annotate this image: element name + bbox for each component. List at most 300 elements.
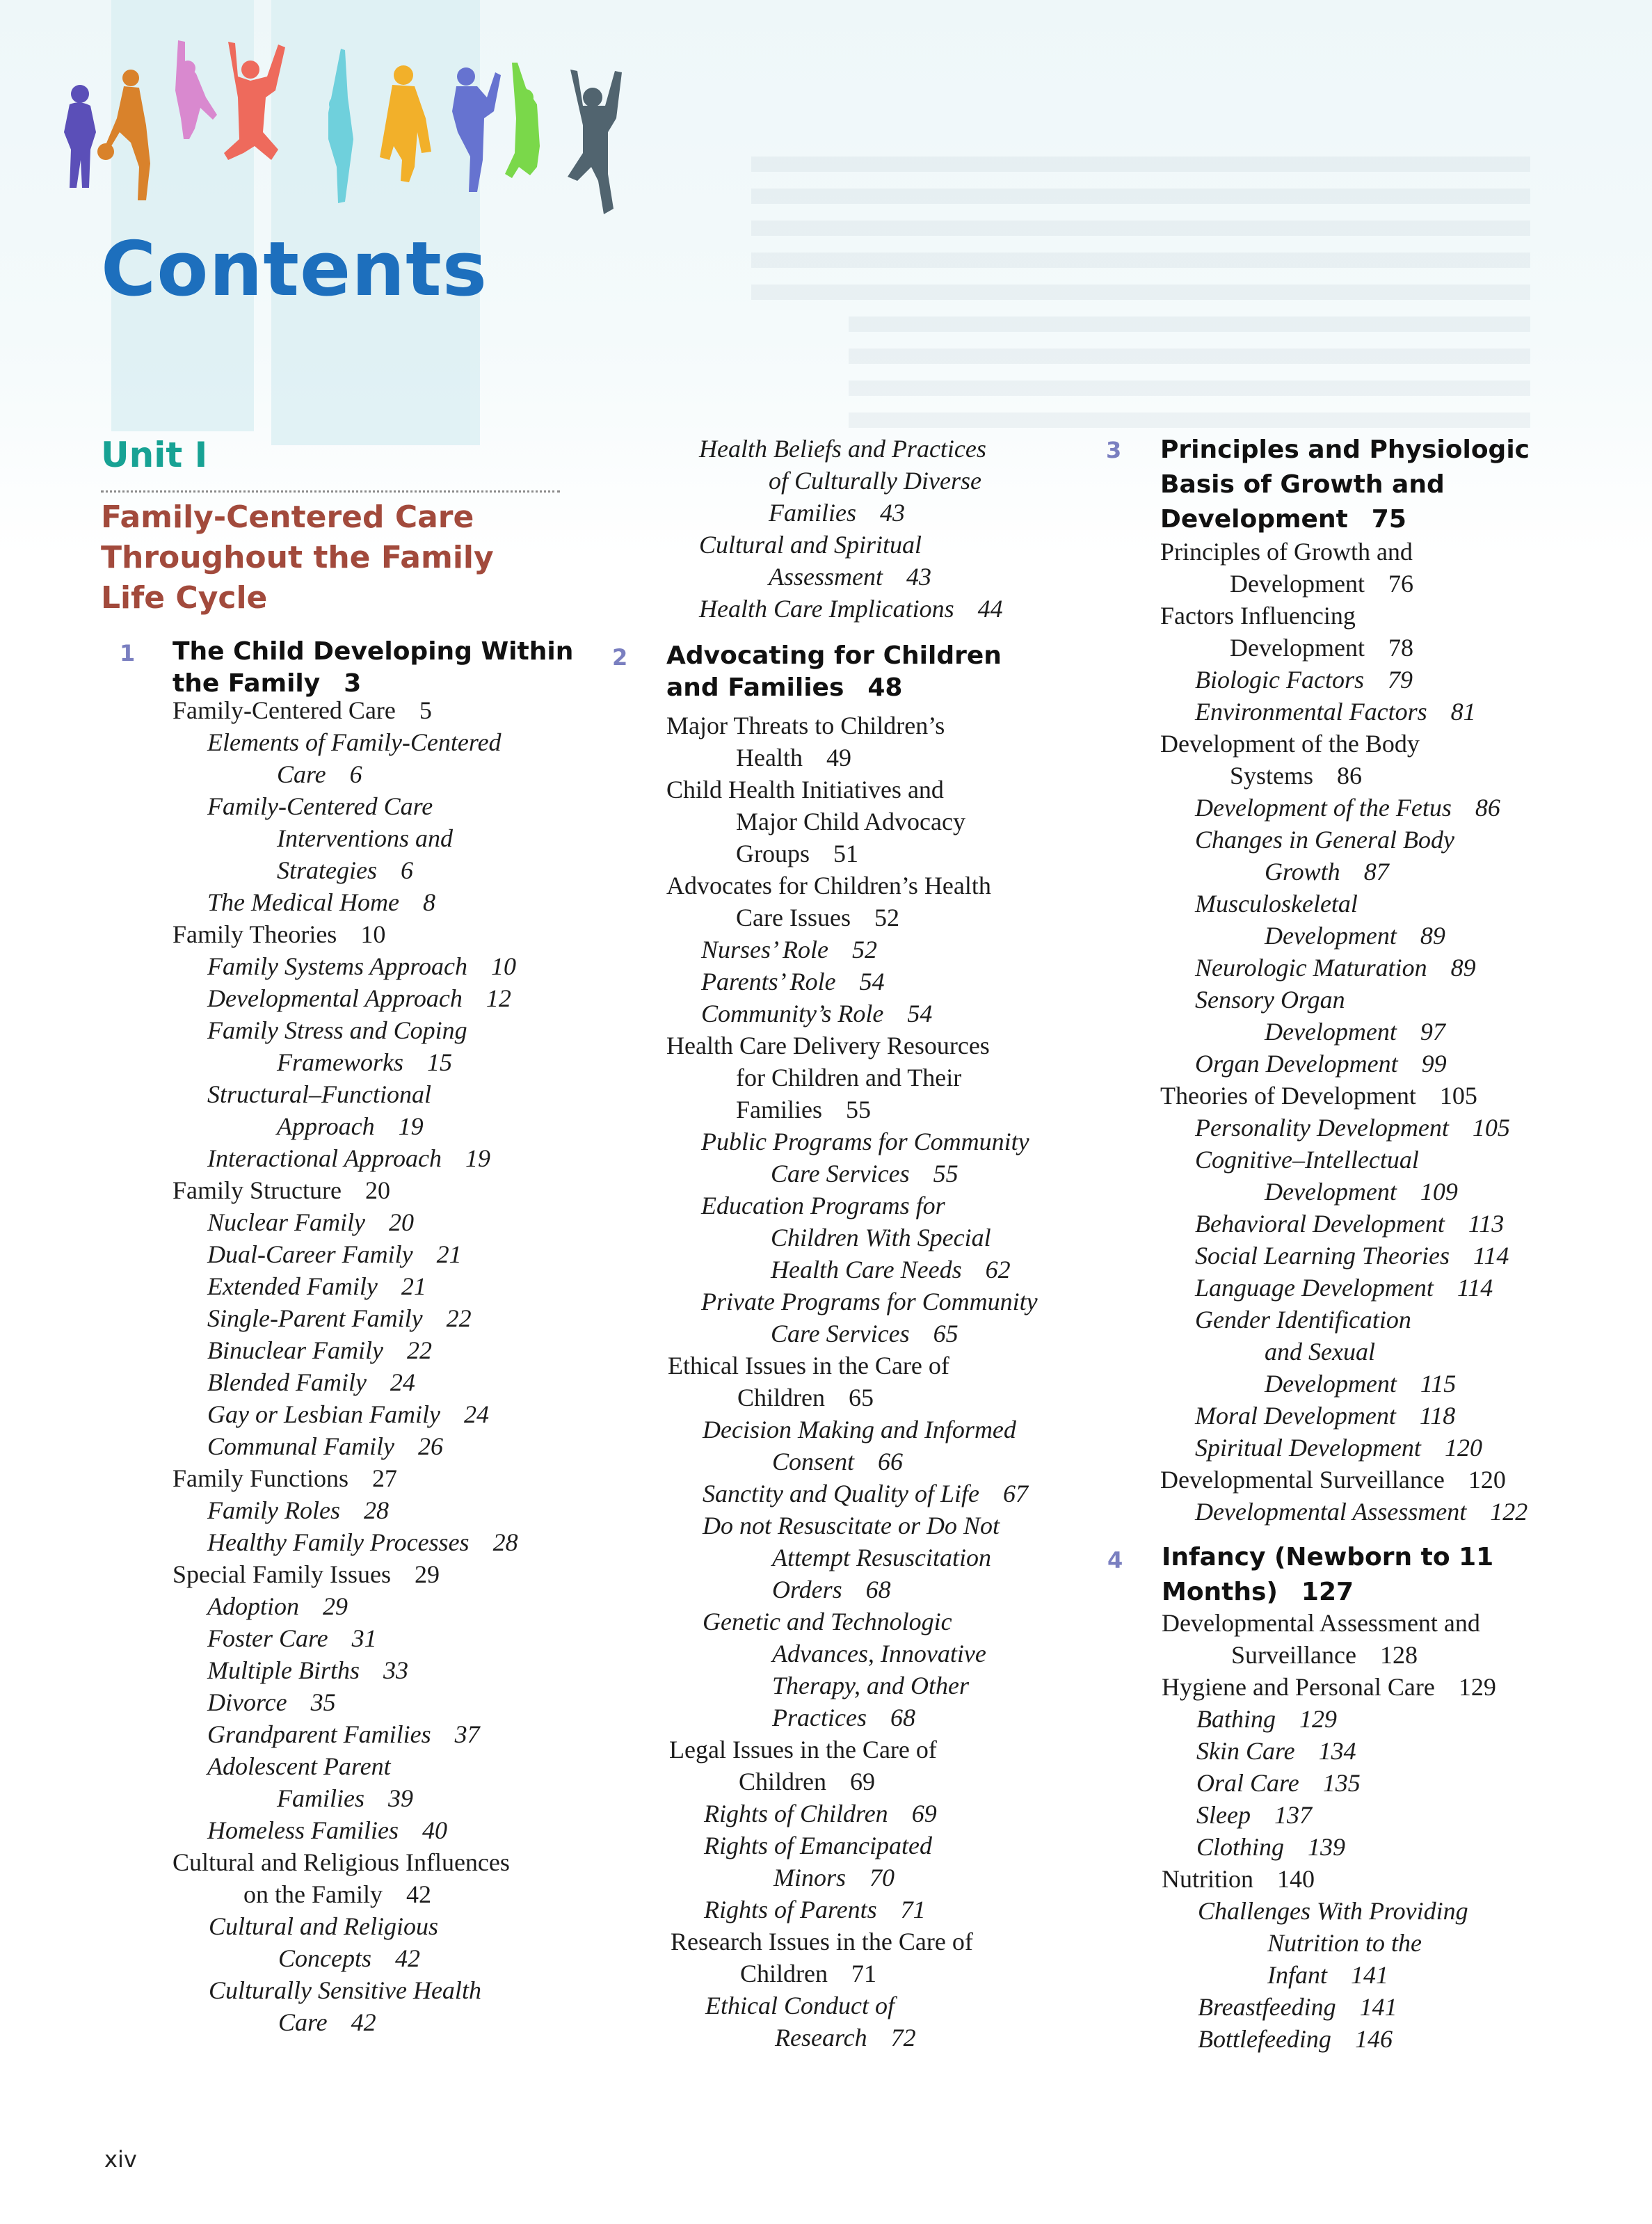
entry-text: Extended Family: [207, 1272, 378, 1300]
toc-subsection-entry[interactable]: [207, 1526, 518, 1558]
toc-subsection-entry[interactable]: [1195, 1432, 1482, 1464]
entry-text: Community’s Role: [701, 1000, 884, 1027]
child-silhouette-slate: [568, 70, 622, 214]
child-silhouette-orange-basketball: [97, 70, 150, 200]
entry-text: Dual-Career Family: [207, 1240, 413, 1268]
entry-page-number: 54: [859, 968, 885, 995]
entry-text: Moral Development: [1195, 1402, 1396, 1430]
entry-text: Cognitive–Intellectual: [1195, 1146, 1419, 1174]
toc-subsection-entry: [207, 726, 502, 758]
toc-section-entry: [736, 1062, 961, 1094]
toc-subsection-entry[interactable]: [207, 1334, 432, 1366]
entry-page-number: 20: [364, 1176, 390, 1204]
entry-page-number: 43: [879, 499, 905, 527]
entry-page-number: 114: [1457, 1274, 1493, 1302]
entry-text: Care Issues: [736, 904, 851, 931]
entry-text: Health Beliefs and Practices: [699, 435, 986, 463]
entry-text: Legal Issues in the Care of: [669, 1736, 937, 1763]
entry-text: Developmental Assessment and: [1162, 1609, 1480, 1637]
toc-subsection-entry: [699, 529, 922, 561]
toc-section-entry: [736, 806, 965, 838]
child-silhouette-red: [224, 42, 285, 160]
chapter-number: 3: [1106, 437, 1122, 463]
toc-subsection-entry[interactable]: [207, 1142, 490, 1174]
toc-section-entry[interactable]: [736, 838, 858, 870]
toc-subsection-entry[interactable]: [1196, 1767, 1361, 1799]
entry-text: Major Child Advocacy: [736, 808, 965, 835]
entry-page-number: 40: [422, 1816, 447, 1844]
toc-section-entry[interactable]: [1160, 1464, 1506, 1496]
toc-subsection-entry: [1198, 1895, 1468, 1927]
entry-text: Behavioral Development: [1195, 1210, 1445, 1238]
entry-text: Developmental Surveillance: [1160, 1466, 1445, 1494]
toc-subsection-entry[interactable]: [207, 1398, 489, 1430]
toc-section-entry[interactable]: [1230, 568, 1413, 600]
entry-page-number: 71: [851, 1960, 876, 1987]
entry-page-number: 22: [446, 1304, 472, 1332]
toc-subsection-entry[interactable]: [207, 1366, 415, 1398]
toc-subsection-entry[interactable]: [1265, 1368, 1456, 1400]
toc-section-entry[interactable]: [736, 742, 851, 774]
entry-text: Child Health Initiatives and: [666, 776, 944, 803]
toc-subsection-entry[interactable]: [277, 1782, 413, 1814]
toc-subsection-entry: [1195, 824, 1454, 856]
entry-page-number: 10: [490, 952, 516, 980]
toc-subsection-entry[interactable]: [1195, 1112, 1510, 1144]
toc-subsection-entry[interactable]: [207, 982, 511, 1014]
toc-subsection-entry[interactable]: [277, 758, 362, 790]
unit-label: Unit I: [101, 435, 208, 475]
toc-subsection-entry[interactable]: [771, 1158, 959, 1190]
entry-text: Children: [737, 1384, 825, 1411]
toc-subsection-entry: [701, 1126, 1029, 1158]
toc-section-entry[interactable]: [736, 902, 899, 934]
entry-page-number: 12: [486, 984, 511, 1012]
chapter-title-last-line: [1162, 1575, 1493, 1610]
toc-subsection-entry: [772, 1542, 991, 1574]
entry-text: Education Programs for: [701, 1192, 945, 1219]
entry-text: Special Family Issues: [173, 1560, 391, 1588]
toc-subsection-entry[interactable]: [1195, 696, 1476, 728]
entry-page-number: 78: [1388, 634, 1413, 662]
entry-page-number: 51: [833, 840, 858, 867]
toc-subsection-entry[interactable]: [772, 1574, 891, 1606]
toc-subsection-entry[interactable]: [277, 1110, 424, 1142]
chapter-page-number: 3: [344, 669, 362, 698]
entry-text: Family Stress and Coping: [207, 1016, 467, 1044]
toc-subsection-entry[interactable]: [207, 1814, 447, 1846]
entry-text: Cultural and Spiritual: [699, 531, 922, 559]
entry-text: Family Systems Approach: [207, 952, 467, 980]
entry-page-number: 141: [1359, 1993, 1397, 2021]
entry-text: Research: [775, 2024, 867, 2051]
toc-subsection-entry: [207, 1750, 391, 1782]
toc-subsection-entry[interactable]: [207, 1206, 414, 1238]
toc-subsection-entry[interactable]: [769, 497, 905, 529]
entry-page-number: 35: [310, 1688, 336, 1716]
unit-divider: [101, 490, 560, 493]
toc-subsection-entry[interactable]: [207, 1622, 377, 1654]
toc-subsection-entry[interactable]: [207, 1302, 472, 1334]
entry-text: for Children and Their: [736, 1064, 962, 1091]
entry-page-number: 44: [977, 595, 1003, 623]
toc-subsection-entry[interactable]: [1198, 1991, 1397, 2023]
toc-subsection-entry[interactable]: [701, 998, 932, 1030]
toc-section-entry[interactable]: [1230, 632, 1413, 664]
entry-page-number: 42: [394, 1944, 420, 1972]
toc-subsection-entry[interactable]: [699, 593, 1003, 625]
entry-text: Foster Care: [207, 1624, 328, 1652]
entry-page-number: 54: [907, 1000, 933, 1027]
child-silhouette-blue: [452, 67, 501, 192]
chapter-title-line: Advocating for Children: [666, 641, 1002, 670]
toc-subsection-entry[interactable]: [278, 2006, 376, 2038]
toc-section-entry[interactable]: [173, 694, 432, 726]
toc-subsection-entry[interactable]: [772, 1446, 903, 1478]
chapter-title-last-line: [1160, 502, 1530, 537]
entry-page-number: 29: [414, 1560, 440, 1588]
entry-text: Children: [740, 1960, 828, 1987]
toc-subsection-entry[interactable]: [207, 1270, 426, 1302]
entry-text: and Sexual: [1265, 1338, 1375, 1366]
toc-subsection-entry[interactable]: [207, 1590, 348, 1622]
entry-page-number: 139: [1308, 1833, 1346, 1861]
entry-page-number: 39: [387, 1784, 413, 1812]
entry-page-number: 128: [1379, 1641, 1418, 1669]
entry-text: Genetic and Technologic: [703, 1608, 952, 1635]
entry-text: Homeless Families: [207, 1816, 399, 1844]
entry-text: Organ Development: [1195, 1050, 1398, 1078]
entry-text: Advances, Innovative: [772, 1640, 986, 1667]
entry-text: Advocates for Children’s Health: [666, 872, 991, 899]
entry-page-number: 42: [351, 2008, 376, 2036]
entry-page-number: 42: [406, 1880, 431, 1908]
entry-page-number: 26: [417, 1432, 443, 1460]
toc-section-entry[interactable]: [173, 918, 385, 950]
toc-subsection-entry[interactable]: [1196, 1703, 1337, 1735]
entry-text: Surveillance: [1231, 1641, 1356, 1669]
toc-subsection-entry: [703, 1414, 1016, 1446]
entry-page-number: 52: [874, 904, 899, 931]
entry-page-number: 6: [349, 760, 362, 788]
entry-page-number: 97: [1420, 1018, 1445, 1046]
toc-section-entry: [666, 870, 991, 902]
entry-text: Assessment: [769, 563, 883, 591]
toc-subsection-entry[interactable]: [1196, 1799, 1312, 1831]
toc-subsection-entry[interactable]: [1195, 1240, 1509, 1272]
entry-page-number: 20: [388, 1208, 414, 1236]
toc-subsection-entry[interactable]: [278, 1942, 420, 1974]
toc-subsection-entry[interactable]: [1195, 1496, 1527, 1528]
toc-subsection-entry[interactable]: [207, 1238, 462, 1270]
entry-text: Cultural and Religious Influences: [173, 1848, 510, 1876]
toc-subsection-entry[interactable]: [1196, 1831, 1345, 1863]
toc-subsection-entry[interactable]: [775, 2022, 916, 2054]
toc-section-entry[interactable]: [740, 1958, 876, 1990]
entry-page-number: 129: [1458, 1673, 1496, 1701]
chapter-number: 4: [1107, 1547, 1123, 1574]
entry-text: Development: [1230, 570, 1365, 598]
toc-subsection-entry[interactable]: [207, 1494, 389, 1526]
entry-text: Structural–Functional: [207, 1080, 431, 1108]
toc-subsection-entry[interactable]: [703, 1478, 1028, 1510]
toc-section-entry[interactable]: [737, 1382, 874, 1414]
toc-subsection-entry[interactable]: [1195, 1400, 1455, 1432]
chapter-title-line: Principles and Physiologic: [1160, 435, 1530, 464]
entry-text: Infant: [1267, 1961, 1327, 1989]
chapter-title-line: Basis of Growth and: [1160, 470, 1445, 499]
entry-page-number: 89: [1450, 954, 1476, 982]
entry-text: Health Care Delivery Resources: [666, 1032, 990, 1059]
entry-text: Musculoskeletal: [1195, 890, 1358, 918]
toc-subsection-entry[interactable]: [1195, 952, 1476, 984]
entry-page-number: 24: [390, 1368, 415, 1396]
entry-text: of Culturally Diverse: [769, 467, 981, 495]
toc-subsection-entry[interactable]: [769, 561, 931, 593]
chapter-title-line: Infancy (Newborn to 11: [1162, 1543, 1494, 1571]
toc-subsection-entry[interactable]: [1198, 2023, 1393, 2055]
toc-subsection-entry[interactable]: [701, 966, 885, 998]
toc-section-entry: [668, 1350, 949, 1382]
entry-text: Care Services: [771, 1160, 910, 1187]
chapter-heading[interactable]: [1160, 433, 1530, 537]
chapter-heading[interactable]: [1162, 1540, 1493, 1610]
entry-text: Interventions and: [277, 824, 453, 852]
unit-title-line: Life Cycle: [101, 580, 268, 616]
entry-text: Communal Family: [207, 1432, 394, 1460]
entry-text: Health: [736, 744, 803, 771]
entry-page-number: 5: [419, 696, 432, 724]
entry-text: Families: [277, 1784, 364, 1812]
toc-subsection-entry[interactable]: [773, 1862, 895, 1894]
entry-page-number: 71: [900, 1896, 926, 1923]
toc-subsection-entry[interactable]: [1265, 1016, 1445, 1048]
toc-subsection-entry[interactable]: [701, 934, 877, 966]
toc-subsection-entry[interactable]: [704, 1798, 937, 1830]
toc-subsection-entry[interactable]: [277, 1046, 452, 1078]
toc-subsection-entry: [209, 1974, 481, 2006]
entry-text: Sleep: [1196, 1801, 1251, 1829]
entry-page-number: 120: [1468, 1466, 1506, 1494]
entry-page-number: 8: [422, 888, 435, 916]
toc-subsection-entry: [701, 1190, 945, 1222]
toc-subsection-entry: [1195, 1304, 1411, 1336]
chapter-page-number: 75: [1371, 505, 1406, 534]
toc-subsection-entry[interactable]: [207, 1654, 408, 1686]
page-number-folio: xiv: [104, 2146, 137, 2173]
toc-section-entry[interactable]: [1230, 760, 1362, 792]
child-silhouette-pink: [175, 40, 217, 139]
entry-text: Consent: [772, 1448, 855, 1475]
entry-text: Care: [278, 2008, 328, 2036]
entry-page-number: 122: [1490, 1498, 1528, 1526]
entry-text: Research Issues in the Care of: [671, 1928, 973, 1955]
toc-subsection-entry: [207, 1014, 467, 1046]
entry-page-number: 87: [1363, 858, 1389, 886]
entry-page-number: 134: [1318, 1737, 1356, 1765]
toc-subsection-entry[interactable]: [1195, 664, 1413, 696]
entry-text: Family-Centered Care: [207, 792, 433, 820]
entry-page-number: 49: [826, 744, 851, 771]
entry-text: on the Family: [243, 1880, 383, 1908]
toc-subsection-entry[interactable]: [207, 1686, 336, 1718]
entry-text: Growth: [1265, 858, 1340, 886]
toc-subsection-entry[interactable]: [207, 1718, 480, 1750]
entry-text: Development of the Fetus: [1195, 794, 1452, 822]
toc-section-entry: [666, 1030, 990, 1062]
entry-text: Hygiene and Personal Care: [1162, 1673, 1435, 1701]
entry-text: Gay or Lesbian Family: [207, 1400, 440, 1428]
entry-text: Challenges With Providing: [1198, 1897, 1468, 1925]
entry-page-number: 24: [463, 1400, 489, 1428]
entry-text: Orders: [772, 1576, 842, 1603]
toc-subsection-entry: [1195, 984, 1345, 1016]
entry-page-number: 129: [1299, 1705, 1337, 1733]
toc-subsection-entry[interactable]: [1265, 856, 1389, 888]
entry-page-number: 65: [848, 1384, 874, 1411]
entry-text: Family-Centered Care: [173, 696, 396, 724]
entry-text: Elements of Family-Centered: [207, 728, 502, 756]
entry-text: Binuclear Family: [207, 1336, 383, 1364]
entry-text: Development: [1265, 1370, 1397, 1398]
toc-section-entry: [669, 1734, 937, 1766]
entry-page-number: 120: [1444, 1434, 1482, 1462]
entry-page-number: 19: [465, 1144, 490, 1172]
entry-text: Children: [739, 1768, 826, 1795]
entry-page-number: 28: [492, 1528, 518, 1556]
toc-subsection-entry[interactable]: [207, 1430, 443, 1462]
toc-section-entry[interactable]: [173, 1174, 390, 1206]
toc-section-entry[interactable]: [173, 1462, 397, 1494]
toc-section-entry[interactable]: [1162, 1863, 1315, 1895]
toc-subsection-entry[interactable]: [207, 886, 435, 918]
toc-subsection-entry[interactable]: [1195, 1048, 1447, 1080]
unit-title: [101, 497, 574, 618]
toc-subsection-entry: [1195, 1144, 1419, 1176]
entry-text: Personality Development: [1195, 1114, 1449, 1142]
entry-text: Development: [1265, 1018, 1397, 1046]
entry-text: Changes in General Body: [1195, 826, 1454, 854]
toc-section-entry[interactable]: [1231, 1639, 1418, 1671]
entry-page-number: 21: [436, 1240, 462, 1268]
toc-subsection-entry[interactable]: [277, 854, 413, 886]
toc-section-entry[interactable]: [739, 1766, 875, 1798]
entry-page-number: 109: [1420, 1178, 1458, 1206]
toc-section-entry[interactable]: [243, 1878, 431, 1910]
toc-section-entry[interactable]: [1160, 1080, 1477, 1112]
toc-subsection-entry[interactable]: [207, 950, 516, 982]
toc-subsection-entry: [701, 1286, 1038, 1318]
entry-page-number: 146: [1354, 2025, 1393, 2053]
entry-text: Interactional Approach: [207, 1144, 442, 1172]
entry-text: Care: [277, 760, 326, 788]
entry-text: Rights of Parents: [704, 1896, 877, 1923]
toc-section-entry: [173, 1846, 510, 1878]
chapter-title-line: The Child Developing Within: [173, 637, 574, 666]
entry-page-number: 28: [363, 1496, 389, 1524]
entry-text: Do not Resuscitate or Do Not: [703, 1512, 1000, 1539]
entry-text: Sensory Organ: [1195, 986, 1345, 1014]
entry-page-number: 76: [1388, 570, 1413, 598]
entry-text: Parents’ Role: [701, 968, 836, 995]
chapter-heading[interactable]: [173, 636, 573, 700]
entry-page-number: 21: [401, 1272, 426, 1300]
toc-section-entry: [666, 710, 945, 742]
entry-text: Blended Family: [207, 1368, 367, 1396]
chapter-heading[interactable]: [666, 640, 1002, 704]
entry-page-number: 69: [911, 1800, 937, 1827]
toc-subsection-entry[interactable]: [1265, 920, 1445, 952]
entry-text: Neurologic Maturation: [1195, 954, 1427, 982]
toc-section-entry: [1160, 600, 1356, 632]
entry-text: Strategies: [277, 856, 377, 884]
toc-section-entry: [1160, 728, 1420, 760]
toc-section-entry[interactable]: [736, 1094, 871, 1126]
entry-text: Children With Special: [771, 1224, 991, 1251]
entry-text: Approach: [277, 1112, 375, 1140]
entry-text: Families: [769, 499, 856, 527]
toc-section-entry: [1160, 536, 1413, 568]
toc-subsection-entry[interactable]: [704, 1894, 926, 1926]
entry-text: The Medical Home: [207, 888, 399, 916]
toc-subsection-entry[interactable]: [771, 1318, 959, 1350]
entry-page-number: 140: [1277, 1865, 1315, 1893]
entry-text: Oral Care: [1196, 1769, 1299, 1797]
entry-text: Family Theories: [173, 920, 337, 948]
toc-subsection-entry[interactable]: [772, 1702, 915, 1734]
child-silhouette-cyan: [328, 49, 353, 203]
toc-section-entry: [671, 1926, 973, 1958]
entry-page-number: 67: [1002, 1480, 1028, 1507]
toc-section-entry[interactable]: [1162, 1671, 1496, 1703]
toc-subsection-entry[interactable]: [1195, 792, 1500, 824]
show-through-text: [751, 157, 1530, 303]
toc-section-entry[interactable]: [173, 1558, 440, 1590]
entry-text: Bottlefeeding: [1198, 2025, 1331, 2053]
chapter-page-number: 48: [867, 673, 903, 702]
toc-subsection-entry[interactable]: [1267, 1959, 1388, 1991]
toc-subsection-entry[interactable]: [1196, 1735, 1356, 1767]
entry-page-number: 31: [351, 1624, 377, 1652]
toc-subsection-entry[interactable]: [1195, 1272, 1493, 1304]
entry-page-number: 115: [1420, 1370, 1457, 1398]
toc-subsection-entry[interactable]: [771, 1254, 1011, 1286]
entry-text: Cultural and Religious: [209, 1912, 439, 1940]
entry-text: Grandparent Families: [207, 1720, 431, 1748]
entry-text: Multiple Births: [207, 1656, 360, 1684]
entry-page-number: 55: [933, 1160, 959, 1187]
toc-subsection-entry: [277, 822, 453, 854]
entry-text: Families: [736, 1096, 822, 1123]
entry-page-number: 141: [1351, 1961, 1388, 1989]
chapter-title-line: Months): [1162, 1578, 1278, 1606]
entry-text: Nuclear Family: [207, 1208, 365, 1236]
entry-page-number: 70: [869, 1864, 895, 1891]
entry-text: Nutrition: [1162, 1865, 1253, 1893]
entry-page-number: 135: [1322, 1769, 1361, 1797]
toc-subsection-entry[interactable]: [1195, 1208, 1504, 1240]
entry-text: Clothing: [1196, 1833, 1285, 1861]
toc-subsection-entry: [1267, 1927, 1422, 1959]
entry-text: Divorce: [207, 1688, 287, 1716]
entry-page-number: 15: [427, 1048, 452, 1076]
entry-page-number: 55: [846, 1096, 871, 1123]
entry-page-number: 52: [852, 936, 877, 963]
entry-text: Development: [1265, 922, 1397, 950]
entry-text: Single-Parent Family: [207, 1304, 423, 1332]
entry-text: Private Programs for Community: [701, 1288, 1038, 1315]
toc-subsection-entry[interactable]: [1265, 1176, 1458, 1208]
